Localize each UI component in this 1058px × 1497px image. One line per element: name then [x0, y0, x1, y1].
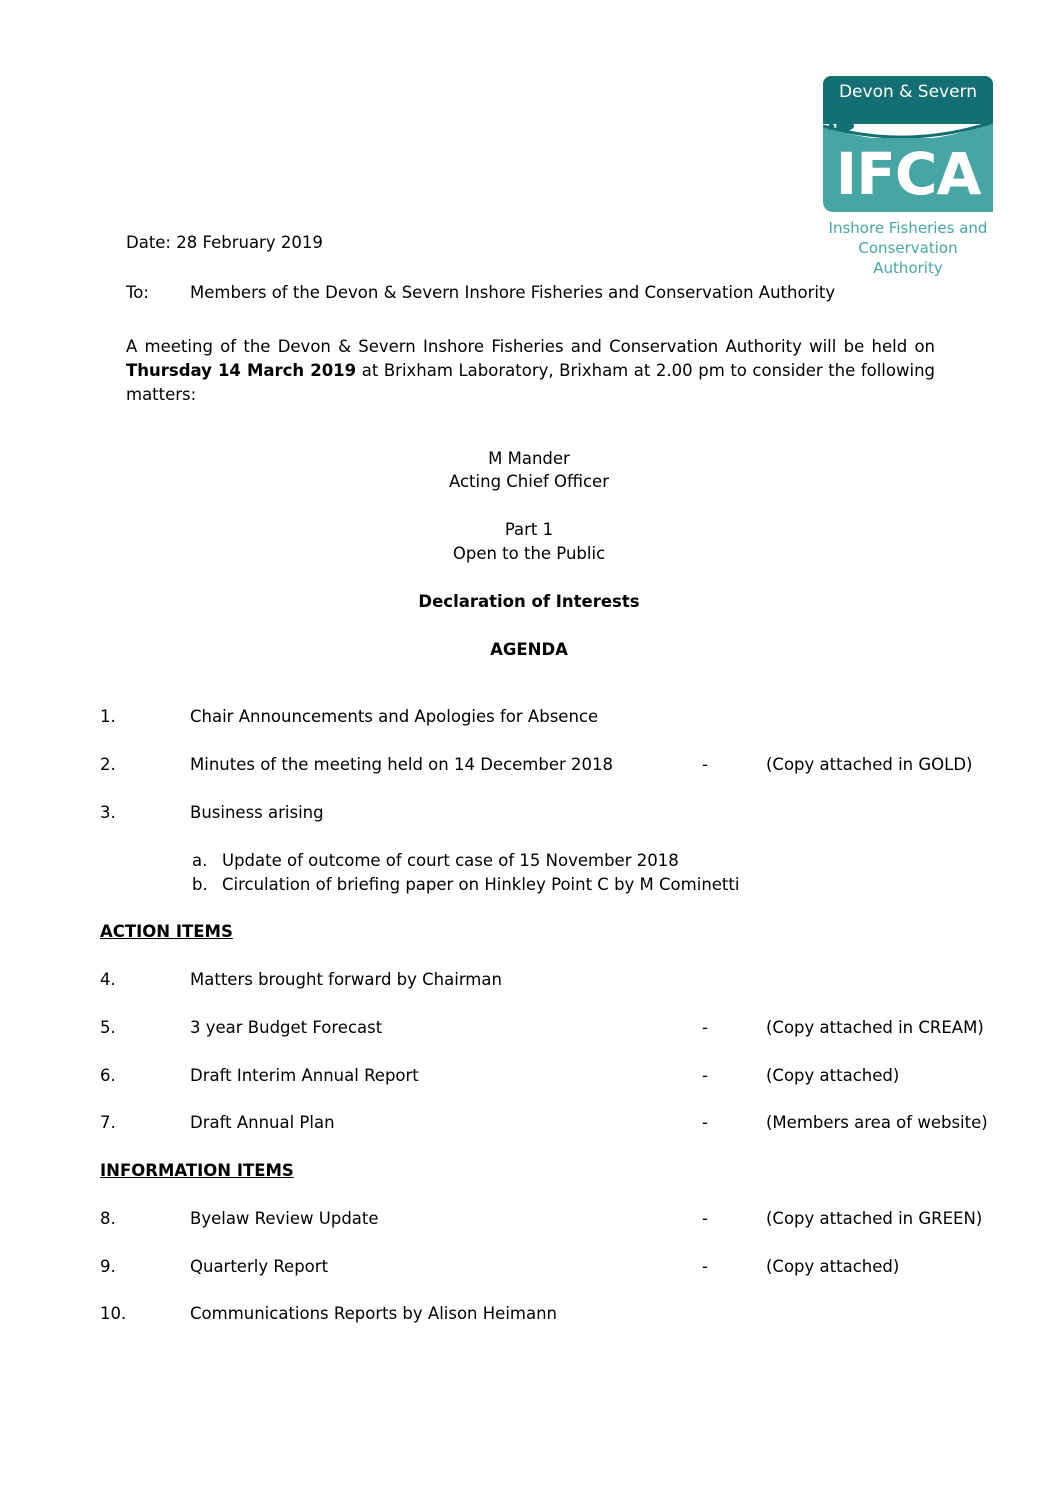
item-text: Minutes of the meeting held on 14 December 2018 — [190, 755, 614, 774]
item-number: 8. — [100, 1209, 116, 1228]
item-text: 3 year Budget Forecast — [190, 1018, 383, 1037]
subitem-text: Update of outcome of court case of 15 November 2018 — [222, 851, 679, 870]
action-items-heading: ACTION ITEMS — [100, 922, 233, 941]
subitem-text: Circulation of briefing paper on Hinkley Point C by M Cominetti — [222, 875, 740, 894]
item-text: Business arising — [190, 803, 324, 822]
item-note: (Copy attached in GREEN) — [766, 1209, 983, 1228]
logo-subtitle-line1: Inshore Fisheries and — [828, 219, 988, 237]
logo-ifca-text: IFCA — [835, 140, 981, 208]
item-number: 3. — [100, 803, 116, 822]
item-text: Draft Annual Plan — [190, 1113, 335, 1132]
item-number: 4. — [100, 970, 116, 989]
item-note: (Copy attached in CREAM) — [766, 1018, 984, 1037]
item-number: 9. — [100, 1257, 116, 1276]
item-text: Draft Interim Annual Report — [190, 1066, 419, 1085]
declaration-heading: Declaration of Interests — [418, 592, 640, 611]
subitem-letter: b. — [192, 875, 208, 894]
item-dash: - — [702, 1066, 708, 1085]
intro-text-1: A meeting of the Devon & Severn Inshore Fisheries and Conservation Authority will be held on — [126, 337, 935, 356]
date-label: Date: — [126, 233, 171, 252]
item-dash: - — [702, 1257, 708, 1276]
item-text: Quarterly Report — [190, 1257, 329, 1276]
item-dash: - — [702, 1018, 708, 1037]
item-dash: - — [702, 1113, 708, 1132]
item-note: (Copy attached in GOLD) — [766, 755, 973, 774]
item-dash: - — [702, 1209, 708, 1228]
date-value: 28 February 2019 — [176, 233, 323, 252]
item-number: 6. — [100, 1066, 116, 1085]
item-number: 5. — [100, 1018, 116, 1037]
logo-subtitle-line2: Conservation Authority — [858, 239, 958, 277]
meeting-date: Thursday 14 March 2019 — [126, 361, 357, 380]
intro-paragraph — [126, 335, 935, 407]
item-number: 2. — [100, 755, 116, 774]
item-note: (Members area of website) — [766, 1113, 988, 1132]
item-text: Chair Announcements and Apologies for Absence — [190, 707, 599, 726]
ifca-logo — [823, 76, 993, 277]
date-line — [126, 233, 323, 252]
signatory-title: Acting Chief Officer — [448, 472, 609, 491]
item-text: Matters brought forward by Chairman — [190, 970, 502, 989]
item-number: 7. — [100, 1113, 116, 1132]
part-subtitle: Open to the Public — [452, 544, 606, 563]
logo-top-text: Devon & Severn — [838, 82, 978, 102]
item-note: (Copy attached) — [766, 1066, 900, 1085]
item-number: 10. — [100, 1304, 127, 1323]
to-label: To: — [126, 283, 149, 302]
signatory-name: M Mander — [488, 449, 570, 468]
logo-body — [823, 138, 993, 212]
part-label: Part 1 — [504, 520, 554, 539]
agenda-title: AGENDA — [490, 640, 568, 659]
to-value: Members of the Devon & Severn Inshore Fisheries and Conservation Authority — [190, 283, 836, 302]
item-dash: - — [702, 755, 708, 774]
intro-text-2: at Brixham Laboratory, Brixham at 2.00 pm to consider the following matters: — [126, 361, 935, 404]
item-text: Byelaw Review Update — [190, 1209, 379, 1228]
subitem-letter: a. — [192, 851, 208, 870]
item-note: (Copy attached) — [766, 1257, 900, 1276]
item-text: Communications Reports by Alison Heimann — [190, 1304, 558, 1323]
item-number: 1. — [100, 707, 116, 726]
information-items-heading: INFORMATION ITEMS — [100, 1161, 294, 1180]
